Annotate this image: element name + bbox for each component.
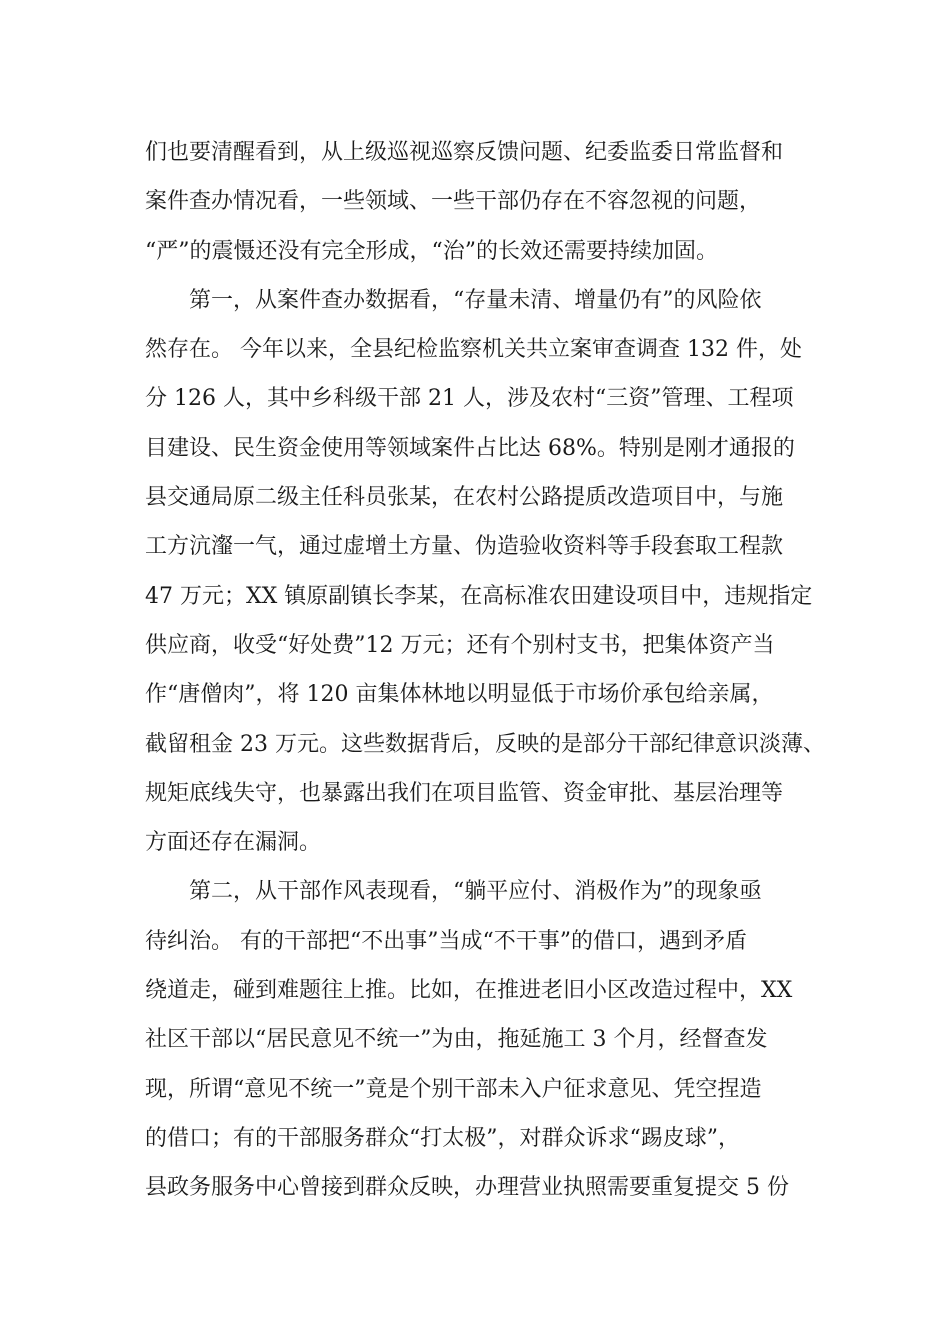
text-line: 然存在。 今年以来，全县纪检监察机关共立案审查调查 132 件，处 — [145, 337, 802, 363]
text-line: 县政务服务中心曾接到群众反映，办理营业执照需要重复提交 5 份 — [145, 1175, 789, 1201]
text-line: 截留租金 23 万元。这些数据背后，反映的是部分干部纪律意识淡薄、 — [145, 731, 825, 757]
text-line: 的借口；有的干部服务群众“打太极”，对群众诉求“踢皮球”， — [145, 1125, 740, 1151]
text-line: 分 126 人，其中乡科级干部 21 人，涉及农村“三资”管理、工程项 — [145, 386, 794, 412]
text-line: 们也要清醒看到，从上级巡视巡察反馈问题、纪委监委日常监督和 — [145, 140, 784, 165]
paragraph-first-line: 第一，从案件查办数据看，“存量未清、增量仍有”的风险依 — [189, 287, 762, 313]
text-line: 社区干部以“居民意见不统一”为由，拖延施工 3 个月，经督查发 — [145, 1027, 768, 1053]
text-line: 规矩底线失守，也暴露出我们在项目监管、资金审批、基层治理等 — [145, 780, 784, 806]
text-line: “严”的震慑还没有完全形成，“治”的长效还需要持续加固。 — [145, 238, 718, 264]
text-line: 案件查办情况看，一些领域、一些干部仍存在不容忽视的问题， — [145, 189, 762, 215]
text-line: 现，所谓“意见不统一”竟是个别干部未入户征求意见、凭空捏造 — [145, 1076, 762, 1102]
text-line: 作“唐僧肉”，将 120 亩集体林地以明显低于市场价承包给亲属， — [145, 682, 774, 708]
text-line: 绕道走，碰到难题往上推。比如，在推进老旧小区改造过程中，XX — [145, 978, 793, 1004]
document-body — [145, 128, 845, 1213]
text-line: 县交通局原二级主任科员张某，在农村公路提质改造项目中，与施 — [145, 485, 784, 511]
text-line: 供应商，收受“好处费”12 万元；还有个别村支书，把集体资产当 — [145, 632, 775, 658]
text-line: 47 万元；XX 镇原副镇长李某，在高标准农田建设项目中，违规指定 — [145, 583, 813, 609]
text-line: 方面还存在漏洞。 — [145, 830, 322, 856]
text-line: 目建设、民生资金使用等领域案件占比达 68%。特别是刚才通报的 — [145, 435, 795, 461]
text-line: 待纠治。 有的干部把“不出事”当成“不干事”的借口，遇到矛盾 — [145, 928, 747, 954]
paragraph-first-line: 第二，从干部作风表现看，“躺平应付、消极作为”的现象亟 — [189, 879, 762, 905]
text-line: 工方沆瀣一气，通过虚增土方量、伪造验收资料等手段套取工程款 — [145, 534, 784, 560]
